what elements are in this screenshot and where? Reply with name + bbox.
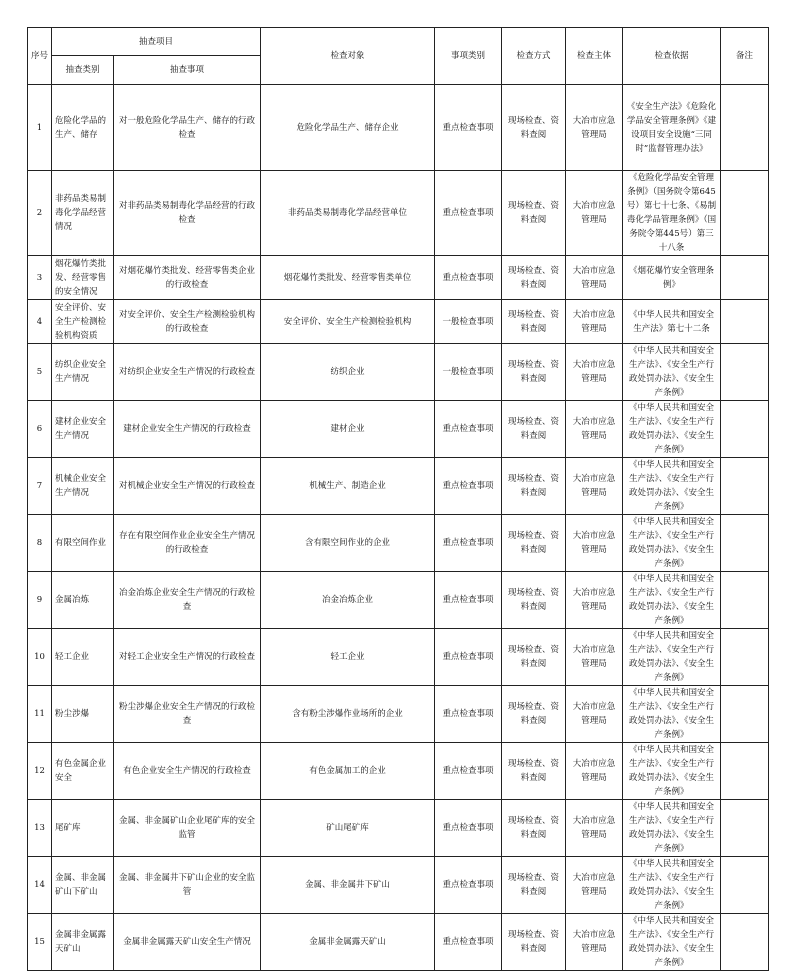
table-row [28, 344, 769, 401]
cell-category: 安全评价、安全生产检测检验机构资质 [52, 300, 114, 344]
table-row [28, 300, 769, 344]
cell-category: 金属、非金属矿山下矿山 [52, 857, 114, 914]
cell-object: 有色金属加工的企业 [261, 743, 435, 800]
cell-no: 13 [28, 800, 52, 857]
table-row [28, 171, 769, 256]
cell-matter: 对非药品类易制毒化学品经营的行政检查 [114, 171, 261, 256]
cell-method: 现场检查、资料查阅 [502, 857, 566, 914]
cell-category: 金属非金属露天矿山 [52, 914, 114, 971]
cell-subject: 大冶市应急管理局 [566, 914, 623, 971]
header-seq: 序号 [28, 28, 52, 85]
cell-matter: 金属、非金属矿山企业尾矿库的安全监管 [114, 800, 261, 857]
header-subject: 检查主体 [566, 28, 623, 85]
cell-type: 重点检查事项 [435, 800, 502, 857]
cell-remark [721, 171, 769, 256]
cell-subject: 大冶市应急管理局 [566, 458, 623, 515]
table-row [28, 800, 769, 857]
table-row [28, 629, 769, 686]
cell-category: 烟花爆竹类批发、经营零售的安全情况 [52, 256, 114, 300]
cell-type: 重点检查事项 [435, 629, 502, 686]
cell-no: 11 [28, 686, 52, 743]
cell-category: 粉尘涉爆 [52, 686, 114, 743]
table-row [28, 914, 769, 971]
cell-basis: 《中华人民共和国安全生产法》、《安全生产行政处罚办法》、《安全生产条例》 [623, 914, 721, 971]
cell-remark [721, 85, 769, 171]
cell-remark [721, 256, 769, 300]
cell-method: 现场检查、资料查阅 [502, 686, 566, 743]
cell-matter: 对机械企业安全生产情况的行政检查 [114, 458, 261, 515]
cell-type: 重点检查事项 [435, 857, 502, 914]
table-row [28, 515, 769, 572]
cell-matter: 建材企业安全生产情况的行政检查 [114, 401, 261, 458]
cell-basis: 《中华人民共和国安全生产法》、《安全生产行政处罚办法》、《安全生产条例》 [623, 401, 721, 458]
cell-object: 金属、非金属井下矿山 [261, 857, 435, 914]
cell-type: 重点检查事项 [435, 743, 502, 800]
cell-object: 含有限空间作业的企业 [261, 515, 435, 572]
cell-method: 现场检查、资料查阅 [502, 629, 566, 686]
cell-no: 15 [28, 914, 52, 971]
table-row [28, 458, 769, 515]
cell-subject: 大冶市应急管理局 [566, 171, 623, 256]
cell-object: 烟花爆竹类批发、经营零售类单位 [261, 256, 435, 300]
cell-matter: 粉尘涉爆企业安全生产情况的行政检查 [114, 686, 261, 743]
inspection-table [27, 27, 769, 971]
header-item-group: 抽查项目 [52, 28, 261, 56]
cell-subject: 大冶市应急管理局 [566, 344, 623, 401]
cell-method: 现场检查、资料查阅 [502, 256, 566, 300]
cell-type: 重点检查事项 [435, 914, 502, 971]
cell-remark [721, 458, 769, 515]
cell-method: 现场检查、资料查阅 [502, 743, 566, 800]
cell-category: 有色金属企业安全 [52, 743, 114, 800]
header-basis: 检查依据 [623, 28, 721, 85]
cell-remark [721, 300, 769, 344]
cell-remark [721, 743, 769, 800]
cell-category: 轻工企业 [52, 629, 114, 686]
table-row [28, 572, 769, 629]
cell-subject: 大冶市应急管理局 [566, 686, 623, 743]
cell-remark [721, 914, 769, 971]
cell-type: 重点检查事项 [435, 515, 502, 572]
cell-matter: 对一般危险化学品生产、储存的行政检查 [114, 85, 261, 171]
cell-method: 现场检查、资料查阅 [502, 458, 566, 515]
table-body [28, 85, 769, 971]
cell-object: 含有粉尘涉爆作业场所的企业 [261, 686, 435, 743]
cell-basis: 《中华人民共和国安全生产法》、《安全生产行政处罚办法》、《安全生产条例》 [623, 344, 721, 401]
cell-remark [721, 401, 769, 458]
cell-type: 重点检查事项 [435, 686, 502, 743]
cell-subject: 大冶市应急管理局 [566, 401, 623, 458]
table-row [28, 401, 769, 458]
cell-no: 9 [28, 572, 52, 629]
cell-basis: 《中华人民共和国安全生产法》、《安全生产行政处罚办法》、《安全生产条例》 [623, 857, 721, 914]
cell-remark [721, 800, 769, 857]
cell-no: 5 [28, 344, 52, 401]
cell-basis: 《烟花爆竹安全管理条例》 [623, 256, 721, 300]
header-method: 检查方式 [502, 28, 566, 85]
table-row [28, 857, 769, 914]
cell-basis: 《中华人民共和国安全生产法》、《安全生产行政处罚办法》、《安全生产条例》 [623, 743, 721, 800]
cell-category: 纺织企业安全生产情况 [52, 344, 114, 401]
cell-method: 现场检查、资料查阅 [502, 572, 566, 629]
cell-remark [721, 515, 769, 572]
cell-basis: 《中华人民共和国安全生产法》、《安全生产行政处罚办法》、《安全生产条例》 [623, 515, 721, 572]
cell-type: 重点检查事项 [435, 458, 502, 515]
cell-object: 机械生产、制造企业 [261, 458, 435, 515]
cell-category: 非药品类易制毒化学品经营情况 [52, 171, 114, 256]
table-row [28, 743, 769, 800]
cell-object: 危险化学品生产、储存企业 [261, 85, 435, 171]
cell-object: 纺织企业 [261, 344, 435, 401]
cell-no: 7 [28, 458, 52, 515]
cell-method: 现场检查、资料查阅 [502, 300, 566, 344]
cell-category: 建材企业安全生产情况 [52, 401, 114, 458]
cell-no: 12 [28, 743, 52, 800]
cell-type: 重点检查事项 [435, 85, 502, 171]
cell-subject: 大冶市应急管理局 [566, 800, 623, 857]
cell-basis: 《中华人民共和国安全生产法》、《安全生产行政处罚办法》、《安全生产条例》 [623, 629, 721, 686]
cell-method: 现场检查、资料查阅 [502, 914, 566, 971]
cell-category: 尾矿库 [52, 800, 114, 857]
cell-type: 重点检查事项 [435, 171, 502, 256]
cell-basis: 《安全生产法》《危险化学品安全管理条例》《建设项目安全设施“三同时”监督管理办法》 [623, 85, 721, 171]
cell-method: 现场检查、资料查阅 [502, 800, 566, 857]
cell-basis: 《危险化学品安全管理条例》（国务院令第645号）第七十七条、《易制毒化学品管理条例》（国务院令第445号）第三十八条 [623, 171, 721, 256]
cell-basis: 《中华人民共和国安全生产法》、《安全生产行政处罚办法》、《安全生产条例》 [623, 458, 721, 515]
cell-method: 现场检查、资料查阅 [502, 344, 566, 401]
cell-method: 现场检查、资料查阅 [502, 515, 566, 572]
header-object: 检查对象 [261, 28, 435, 85]
cell-matter: 存在有限空间作业企业安全生产情况的行政检查 [114, 515, 261, 572]
cell-type: 一般检查事项 [435, 300, 502, 344]
cell-matter: 对纺织企业安全生产情况的行政检查 [114, 344, 261, 401]
cell-object: 建材企业 [261, 401, 435, 458]
cell-type: 重点检查事项 [435, 256, 502, 300]
cell-remark [721, 629, 769, 686]
table-row [28, 256, 769, 300]
cell-matter: 对安全评价、安全生产检测检验机构的行政检查 [114, 300, 261, 344]
cell-category: 危险化学品的生产、储存 [52, 85, 114, 171]
cell-type: 重点检查事项 [435, 401, 502, 458]
cell-subject: 大冶市应急管理局 [566, 256, 623, 300]
cell-no: 10 [28, 629, 52, 686]
cell-matter: 对烟花爆竹类批发、经营零售类企业的行政检查 [114, 256, 261, 300]
cell-category: 金属冶炼 [52, 572, 114, 629]
cell-object: 金属非金属露天矿山 [261, 914, 435, 971]
cell-matter: 有色企业安全生产情况的行政检查 [114, 743, 261, 800]
cell-no: 6 [28, 401, 52, 458]
cell-basis: 《中华人民共和国安全生产法》、《安全生产行政处罚办法》、《安全生产条例》 [623, 686, 721, 743]
cell-no: 3 [28, 256, 52, 300]
cell-basis: 《中华人民共和国安全生产法》第七十二条 [623, 300, 721, 344]
cell-remark [721, 344, 769, 401]
cell-matter: 金属、非金属井下矿山企业的安全监管 [114, 857, 261, 914]
cell-object: 冶金冶炼企业 [261, 572, 435, 629]
cell-method: 现场检查、资料查阅 [502, 171, 566, 256]
cell-basis: 《中华人民共和国安全生产法》、《安全生产行政处罚办法》、《安全生产条例》 [623, 800, 721, 857]
cell-object: 安全评价、安全生产检测检验机构 [261, 300, 435, 344]
cell-category: 机械企业安全生产情况 [52, 458, 114, 515]
header-matter: 抽查事项 [114, 56, 261, 85]
cell-no: 14 [28, 857, 52, 914]
cell-object: 轻工企业 [261, 629, 435, 686]
table-row [28, 686, 769, 743]
cell-method: 现场检查、资料查阅 [502, 401, 566, 458]
cell-matter: 对轻工企业安全生产情况的行政检查 [114, 629, 261, 686]
header-remark: 备注 [721, 28, 769, 85]
cell-no: 1 [28, 85, 52, 171]
cell-type: 一般检查事项 [435, 344, 502, 401]
cell-remark [721, 857, 769, 914]
cell-subject: 大冶市应急管理局 [566, 629, 623, 686]
cell-no: 8 [28, 515, 52, 572]
cell-subject: 大冶市应急管理局 [566, 857, 623, 914]
cell-no: 4 [28, 300, 52, 344]
table-row [28, 85, 769, 171]
cell-type: 重点检查事项 [435, 572, 502, 629]
cell-remark [721, 572, 769, 629]
header-category: 抽查类别 [52, 56, 114, 85]
header-row-1 [28, 28, 769, 56]
header-type: 事项类别 [435, 28, 502, 85]
cell-remark [721, 686, 769, 743]
cell-object: 矿山尾矿库 [261, 800, 435, 857]
cell-basis: 《中华人民共和国安全生产法》、《安全生产行政处罚办法》、《安全生产条例》 [623, 572, 721, 629]
cell-subject: 大冶市应急管理局 [566, 515, 623, 572]
cell-subject: 大冶市应急管理局 [566, 300, 623, 344]
cell-subject: 大冶市应急管理局 [566, 85, 623, 171]
cell-category: 有限空间作业 [52, 515, 114, 572]
cell-matter: 金属非金属露天矿山安全生产情况 [114, 914, 261, 971]
cell-subject: 大冶市应急管理局 [566, 743, 623, 800]
cell-subject: 大冶市应急管理局 [566, 572, 623, 629]
cell-no: 2 [28, 171, 52, 256]
cell-method: 现场检查、资料查阅 [502, 85, 566, 171]
cell-matter: 冶金冶炼企业安全生产情况的行政检查 [114, 572, 261, 629]
cell-object: 非药品类易制毒化学品经营单位 [261, 171, 435, 256]
